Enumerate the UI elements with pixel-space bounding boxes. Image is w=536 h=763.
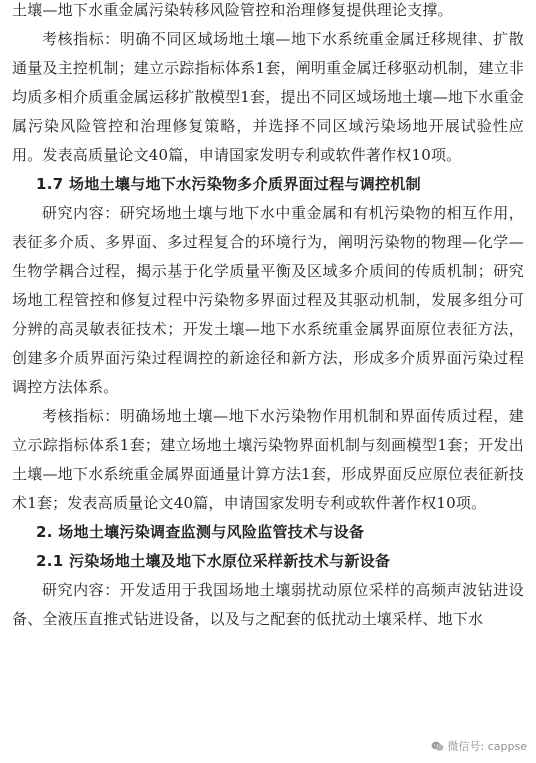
- wechat-icon: [431, 741, 444, 752]
- assessment-paragraph-1-6: 考核指标：明确不同区域场地土壤—地下水系统重金属迁移规律、扩散通量及主控机制；建立示踪指标体系1套，阐明重金属迁移驱动机制，建立非均质多相介质重金属运移扩散模型1套，提出不同区域场地土壤—地下水重金属污染风险管控和治理修复策略，并选择不同区域污染场地开展试验性应用。发表高质量论文40篇，申请国家发明专利或软件著作权10项。: [12, 30, 524, 164]
- intro-tail-paragraph: 土壤—地下水重金属污染转移风险管控和治理修复提供理论支撑。: [12, 1, 453, 19]
- watermark-label: 微信号: cappse: [447, 740, 527, 753]
- research-paragraph-1-7: 研究内容：研究场地土壤与地下水中重金属和有机污染物的相互作用，表征多介质、多界面、多过程复合的环境行为，阐明污染物的物理—化学—生物学耦合过程，揭示基于化学质量平衡及区域多介质间的传质机制；研究场地工程管控和修复过程中污染物多界面过程及其驱动机制，发展多组分可分辨的高灵敏表征技术；开发土壤—地下水系统重金属界面原位表征方法，创建多介质界面污染过程调控的新途径和新方法，形成多介质界面污染过程调控方法体系。: [12, 204, 524, 396]
- research-paragraph-2-1: 研究内容：开发适用于我国场地土壤弱扰动原位采样的高频声波钻进设备、全液压直推式钻进设备，以及与之配套的低扰动土壤采样、地下水: [12, 581, 524, 628]
- section-heading-2: 2. 场地土壤污染调查监测与风险监管技术与设备: [36, 523, 365, 541]
- assessment-paragraph-1-7: 考核指标：明确场地土壤—地下水污染物作用机制和界面传质过程，建立示踪指标体系1套；建立场地土壤污染物界面机制与刻画模型1套；开发出土壤—地下水系统重金属界面通量计算方法1套，形成界面反应原位表征新技术1套；发表高质量论文40篇，申请国家发明专利或软件著作权10项。: [12, 407, 524, 512]
- section-heading-1-7: 1.7 场地土壤与地下水污染物多介质界面过程与调控机制: [36, 175, 421, 193]
- wechat-watermark: [428, 737, 530, 755]
- section-heading-2-1: 2.1 污染场地土壤及地下水原位采样新技术与新设备: [36, 552, 391, 570]
